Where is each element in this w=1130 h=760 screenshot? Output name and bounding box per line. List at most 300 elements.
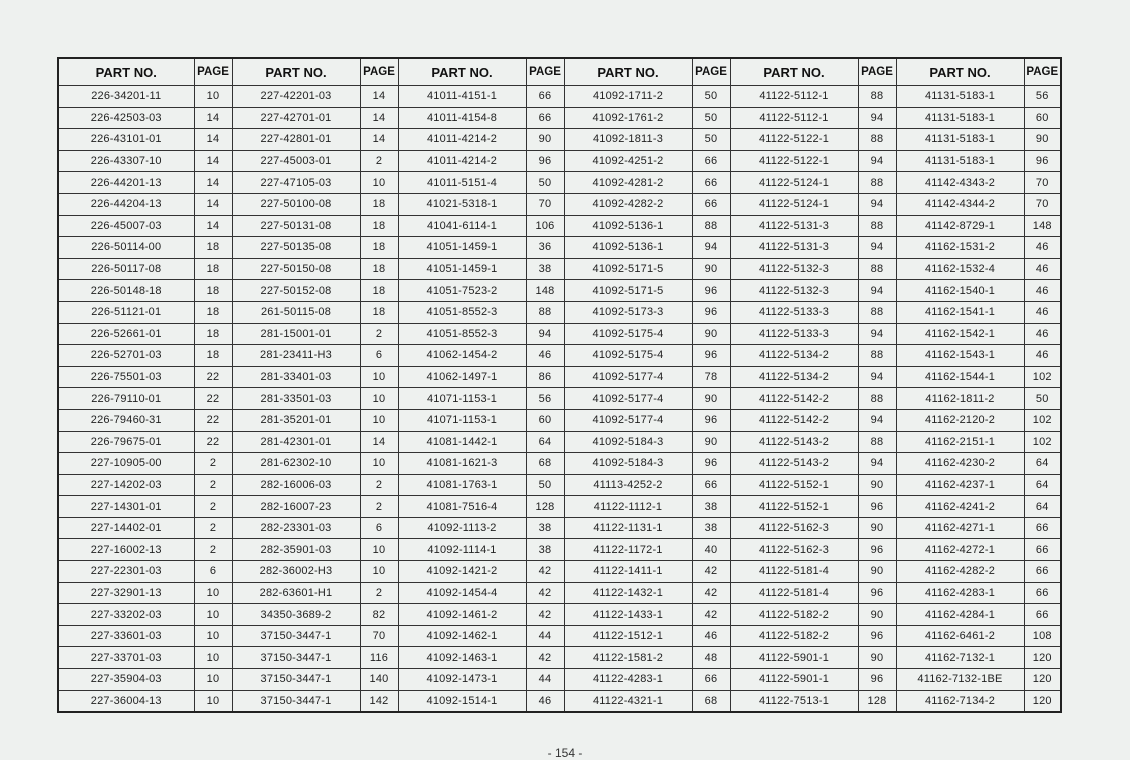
- page-header: PAGE: [692, 58, 730, 86]
- page-number-cell: 18: [194, 280, 232, 302]
- page-number-cell: 94: [858, 409, 896, 431]
- part-number-cell: 41162-4230-2: [896, 453, 1024, 475]
- page-number-cell: 18: [360, 215, 398, 237]
- part-number-cell: 41122-5124-1: [730, 193, 858, 215]
- table-row: [58, 453, 1061, 475]
- part-number-cell: 41092-5177-4: [564, 388, 692, 410]
- part-number-cell: 41162-1540-1: [896, 280, 1024, 302]
- page-number-cell: 102: [1024, 409, 1061, 431]
- page-number-cell: 88: [858, 172, 896, 194]
- part-number-cell: 281-33501-03: [232, 388, 360, 410]
- page-number-cell: 96: [692, 345, 730, 367]
- part-number-cell: 41122-5181-4: [730, 582, 858, 604]
- page-number-cell: 18: [360, 193, 398, 215]
- page-number-cell: 66: [692, 193, 730, 215]
- part-number-cell: 41081-1442-1: [398, 431, 526, 453]
- page-number-cell: 66: [692, 150, 730, 172]
- part-number-cell: 41092-5175-4: [564, 345, 692, 367]
- part-number-cell: 37150-3447-1: [232, 647, 360, 669]
- table-row: [58, 539, 1061, 561]
- page-number-cell: 46: [1024, 258, 1061, 280]
- part-number-cell: 41092-5171-5: [564, 258, 692, 280]
- page-number-cell: 96: [1024, 150, 1061, 172]
- part-number-cell: 41092-1811-3: [564, 129, 692, 151]
- page-number-cell: 66: [1024, 561, 1061, 583]
- page-number-cell: 90: [858, 561, 896, 583]
- part-number-cell: 41122-1131-1: [564, 517, 692, 539]
- part-number-cell: 37150-3447-1: [232, 669, 360, 691]
- page-number-cell: 60: [526, 409, 564, 431]
- page-header: PAGE: [858, 58, 896, 86]
- table-row: [58, 604, 1061, 626]
- table-row: [58, 517, 1061, 539]
- part-number-cell: 282-36002-H3: [232, 561, 360, 583]
- page-number-cell: 14: [360, 129, 398, 151]
- part-number-cell: 41081-1621-3: [398, 453, 526, 475]
- part-number-cell: 227-50135-08: [232, 237, 360, 259]
- page-number-cell: 90: [1024, 129, 1061, 151]
- page-number-cell: 88: [858, 301, 896, 323]
- page-number-cell: 36: [526, 237, 564, 259]
- parts-index-table: [57, 57, 1062, 713]
- part-number-cell: 227-16002-13: [58, 539, 194, 561]
- page-number-cell: 88: [858, 86, 896, 108]
- page-number-cell: 50: [1024, 388, 1061, 410]
- table-row: [58, 172, 1061, 194]
- page-number: - 154 -: [547, 746, 583, 760]
- page-number-cell: 90: [692, 258, 730, 280]
- page-number-cell: 64: [1024, 474, 1061, 496]
- part-number-cell: 227-47105-03: [232, 172, 360, 194]
- table-row: [58, 496, 1061, 518]
- page-number-cell: 2: [360, 474, 398, 496]
- page-number-cell: 18: [194, 301, 232, 323]
- part-number-cell: 41011-4154-8: [398, 107, 526, 129]
- page-number-cell: 86: [526, 366, 564, 388]
- part-number-cell: 41162-2120-2: [896, 409, 1024, 431]
- part-number-cell: 37150-3447-1: [232, 625, 360, 647]
- page-number-cell: 140: [360, 669, 398, 691]
- page-number-cell: 96: [858, 539, 896, 561]
- table-row: [58, 582, 1061, 604]
- page-number-cell: 50: [526, 172, 564, 194]
- part-number-cell: 41092-5171-5: [564, 280, 692, 302]
- page-number-cell: 14: [194, 129, 232, 151]
- page-number-cell: 10: [194, 625, 232, 647]
- page-number-cell: 10: [360, 366, 398, 388]
- page-number-cell: 18: [194, 345, 232, 367]
- part-number-cell: 227-33202-03: [58, 604, 194, 626]
- part-number-cell: 41162-4271-1: [896, 517, 1024, 539]
- part-number-cell: 226-45007-03: [58, 215, 194, 237]
- page-number-cell: 96: [858, 496, 896, 518]
- part-number-cell: 226-50114-00: [58, 237, 194, 259]
- part-number-cell: 226-43307-10: [58, 150, 194, 172]
- part-number-cell: 226-79110-01: [58, 388, 194, 410]
- page-number-cell: 70: [1024, 193, 1061, 215]
- table-row: [58, 690, 1061, 712]
- part-number-cell: 41122-1433-1: [564, 604, 692, 626]
- page-number-cell: 2: [360, 323, 398, 345]
- page-number-cell: 116: [360, 647, 398, 669]
- part-number-cell: 41092-5184-3: [564, 431, 692, 453]
- page-number-cell: 14: [194, 215, 232, 237]
- page-number-cell: 66: [692, 172, 730, 194]
- part-number-cell: 282-35901-03: [232, 539, 360, 561]
- page-number-cell: 2: [360, 150, 398, 172]
- page-number-cell: 50: [692, 107, 730, 129]
- part-number-cell: 41131-5183-1: [896, 86, 1024, 108]
- part-number-cell: 41092-1113-2: [398, 517, 526, 539]
- part-number-cell: 41081-7516-4: [398, 496, 526, 518]
- part-no-header: PART NO.: [232, 58, 360, 86]
- part-number-cell: 41051-7523-2: [398, 280, 526, 302]
- part-number-cell: 41122-4283-1: [564, 669, 692, 691]
- part-number-cell: 227-32901-13: [58, 582, 194, 604]
- table-row: [58, 625, 1061, 647]
- table-header-row: [58, 58, 1061, 86]
- part-number-cell: 226-43101-01: [58, 129, 194, 151]
- part-number-cell: 41162-6461-2: [896, 625, 1024, 647]
- part-number-cell: 226-34201-11: [58, 86, 194, 108]
- part-number-cell: 41071-1153-1: [398, 409, 526, 431]
- table-row: [58, 474, 1061, 496]
- page-number-cell: 90: [526, 129, 564, 151]
- part-number-cell: 41122-5122-1: [730, 129, 858, 151]
- part-number-cell: 41092-1761-2: [564, 107, 692, 129]
- part-no-header: PART NO.: [730, 58, 858, 86]
- table-row: [58, 301, 1061, 323]
- part-number-cell: 41122-5181-4: [730, 561, 858, 583]
- part-number-cell: 41092-5136-1: [564, 237, 692, 259]
- page-number-cell: 2: [194, 453, 232, 475]
- part-number-cell: 227-14301-01: [58, 496, 194, 518]
- page-number-cell: 42: [692, 561, 730, 583]
- part-number-cell: 41092-1114-1: [398, 539, 526, 561]
- page-number-cell: 94: [858, 453, 896, 475]
- part-number-cell: 41092-5177-4: [564, 409, 692, 431]
- part-number-cell: 261-50115-08: [232, 301, 360, 323]
- part-number-cell: 41122-1112-1: [564, 496, 692, 518]
- page-header: PAGE: [1024, 58, 1061, 86]
- part-number-cell: 281-15001-01: [232, 323, 360, 345]
- part-number-cell: 41092-1463-1: [398, 647, 526, 669]
- page-number-cell: 88: [858, 215, 896, 237]
- table-row: [58, 669, 1061, 691]
- table-row: [58, 388, 1061, 410]
- page-number-cell: 108: [1024, 625, 1061, 647]
- table-row: [58, 237, 1061, 259]
- part-number-cell: 41122-5182-2: [730, 625, 858, 647]
- part-number-cell: 227-14402-01: [58, 517, 194, 539]
- part-number-cell: 41122-1581-2: [564, 647, 692, 669]
- part-number-cell: 41122-5162-3: [730, 539, 858, 561]
- page-number-cell: 56: [1024, 86, 1061, 108]
- part-number-cell: 41162-4272-1: [896, 539, 1024, 561]
- part-number-cell: 226-50148-18: [58, 280, 194, 302]
- page-number-cell: 44: [526, 625, 564, 647]
- part-number-cell: 41142-8729-1: [896, 215, 1024, 237]
- page-number-cell: 66: [526, 86, 564, 108]
- page-number-cell: 66: [1024, 517, 1061, 539]
- part-number-cell: 41092-5173-3: [564, 301, 692, 323]
- part-number-cell: 41122-5131-3: [730, 237, 858, 259]
- page-number-cell: 2: [194, 474, 232, 496]
- part-number-cell: 41122-1512-1: [564, 625, 692, 647]
- part-number-cell: 41142-4343-2: [896, 172, 1024, 194]
- page-number-cell: 142: [360, 690, 398, 712]
- part-number-cell: 226-79460-31: [58, 409, 194, 431]
- part-number-cell: 281-35201-01: [232, 409, 360, 431]
- table-row: [58, 647, 1061, 669]
- part-number-cell: 41122-5134-2: [730, 366, 858, 388]
- page-number-cell: 88: [858, 258, 896, 280]
- part-number-cell: 41051-8552-3: [398, 301, 526, 323]
- part-number-cell: 41092-5184-3: [564, 453, 692, 475]
- part-number-cell: 41051-8552-3: [398, 323, 526, 345]
- page-number-cell: 10: [194, 647, 232, 669]
- page-number-cell: 22: [194, 366, 232, 388]
- part-number-cell: 227-42201-03: [232, 86, 360, 108]
- page-number-cell: 88: [526, 301, 564, 323]
- part-number-cell: 41062-1497-1: [398, 366, 526, 388]
- page-number-cell: 38: [526, 539, 564, 561]
- part-number-cell: 227-50131-08: [232, 215, 360, 237]
- part-number-cell: 41122-5152-1: [730, 474, 858, 496]
- page-number-cell: 88: [858, 388, 896, 410]
- part-number-cell: 227-50150-08: [232, 258, 360, 280]
- part-number-cell: 226-52701-03: [58, 345, 194, 367]
- part-number-cell: 41092-4281-2: [564, 172, 692, 194]
- table-row: [58, 561, 1061, 583]
- page-number-cell: 18: [360, 301, 398, 323]
- page-number-cell: 90: [692, 431, 730, 453]
- part-number-cell: 41162-1541-1: [896, 301, 1024, 323]
- part-number-cell: 41011-4214-2: [398, 129, 526, 151]
- page-number-cell: 102: [1024, 366, 1061, 388]
- page-number-cell: 48: [692, 647, 730, 669]
- part-number-cell: 41122-5122-1: [730, 150, 858, 172]
- part-number-cell: 227-33701-03: [58, 647, 194, 669]
- page-number-cell: 128: [526, 496, 564, 518]
- part-number-cell: 41122-5152-1: [730, 496, 858, 518]
- part-number-cell: 41081-1763-1: [398, 474, 526, 496]
- part-number-cell: 41092-5175-4: [564, 323, 692, 345]
- part-number-cell: 41092-4282-2: [564, 193, 692, 215]
- part-number-cell: 41011-5151-4: [398, 172, 526, 194]
- page-number-cell: 90: [858, 604, 896, 626]
- page-number-cell: 14: [360, 107, 398, 129]
- part-number-cell: 41122-4321-1: [564, 690, 692, 712]
- page-number-cell: 128: [858, 690, 896, 712]
- part-number-cell: 281-33401-03: [232, 366, 360, 388]
- page-number-cell: 46: [692, 625, 730, 647]
- part-number-cell: 41162-1531-2: [896, 237, 1024, 259]
- page-number-cell: 66: [526, 107, 564, 129]
- page-number-cell: 120: [1024, 690, 1061, 712]
- page-number-cell: 14: [194, 150, 232, 172]
- part-number-cell: 41162-1543-1: [896, 345, 1024, 367]
- part-number-cell: 41162-1811-2: [896, 388, 1024, 410]
- page-number-cell: 10: [194, 690, 232, 712]
- page-number-cell: 42: [526, 561, 564, 583]
- page-number-cell: 10: [360, 453, 398, 475]
- part-number-cell: 34350-3689-2: [232, 604, 360, 626]
- part-number-cell: 41162-7134-2: [896, 690, 1024, 712]
- part-number-cell: 227-45003-01: [232, 150, 360, 172]
- page-number-cell: 96: [858, 669, 896, 691]
- part-number-cell: 41021-5318-1: [398, 193, 526, 215]
- table-row: [58, 150, 1061, 172]
- table-row: [58, 431, 1061, 453]
- page-number-cell: 10: [194, 604, 232, 626]
- part-number-cell: 41122-5143-2: [730, 453, 858, 475]
- part-number-cell: 41092-1514-1: [398, 690, 526, 712]
- page-number-cell: 10: [360, 172, 398, 194]
- table-row: [58, 193, 1061, 215]
- part-number-cell: 41122-7513-1: [730, 690, 858, 712]
- page-number-cell: 90: [858, 474, 896, 496]
- page-number-cell: 70: [360, 625, 398, 647]
- page-number-cell: 66: [692, 474, 730, 496]
- page-number-cell: 90: [858, 647, 896, 669]
- part-number-cell: 41162-4237-1: [896, 474, 1024, 496]
- page-number-cell: 94: [858, 323, 896, 345]
- part-number-cell: 227-35904-03: [58, 669, 194, 691]
- part-number-cell: 41142-4344-2: [896, 193, 1024, 215]
- page-number-cell: 22: [194, 409, 232, 431]
- page-number-cell: 22: [194, 388, 232, 410]
- part-number-cell: 41162-1544-1: [896, 366, 1024, 388]
- part-number-cell: 41041-6114-1: [398, 215, 526, 237]
- page-number-cell: 46: [1024, 323, 1061, 345]
- page-number-cell: 18: [360, 258, 398, 280]
- page-number-cell: 94: [526, 323, 564, 345]
- page-number-cell: 6: [360, 345, 398, 367]
- part-number-cell: 41092-1473-1: [398, 669, 526, 691]
- part-number-cell: 41092-1454-4: [398, 582, 526, 604]
- part-number-cell: 41092-5177-4: [564, 366, 692, 388]
- part-number-cell: 227-42801-01: [232, 129, 360, 151]
- page-number-cell: 2: [194, 517, 232, 539]
- page-number-cell: 18: [360, 280, 398, 302]
- part-number-cell: 41092-1462-1: [398, 625, 526, 647]
- page-number-cell: 46: [526, 690, 564, 712]
- part-number-cell: 41011-4151-1: [398, 86, 526, 108]
- page-number-cell: 2: [360, 582, 398, 604]
- part-number-cell: 226-51121-01: [58, 301, 194, 323]
- page-number-cell: 46: [526, 345, 564, 367]
- part-number-cell: 41122-1411-1: [564, 561, 692, 583]
- part-number-cell: 282-16007-23: [232, 496, 360, 518]
- table-row: [58, 129, 1061, 151]
- page-number-cell: 6: [194, 561, 232, 583]
- page-number-cell: 50: [526, 474, 564, 496]
- page-number-cell: 90: [692, 388, 730, 410]
- page-number-cell: 10: [360, 388, 398, 410]
- part-number-cell: 41122-5134-2: [730, 345, 858, 367]
- part-number-cell: 41062-1454-2: [398, 345, 526, 367]
- table-row: [58, 86, 1061, 108]
- page-number-cell: 14: [194, 107, 232, 129]
- table-row: [58, 409, 1061, 431]
- page-number-cell: 88: [858, 129, 896, 151]
- part-number-cell: 41131-5183-1: [896, 150, 1024, 172]
- part-number-cell: 41011-4214-2: [398, 150, 526, 172]
- page-number-cell: 96: [858, 582, 896, 604]
- part-number-cell: 41162-4241-2: [896, 496, 1024, 518]
- page-number-cell: 42: [526, 647, 564, 669]
- page-number-cell: 106: [526, 215, 564, 237]
- page-number-cell: 38: [526, 517, 564, 539]
- part-number-cell: 41122-5132-3: [730, 280, 858, 302]
- part-number-cell: 41162-2151-1: [896, 431, 1024, 453]
- page-number-cell: 78: [692, 366, 730, 388]
- table-row: [58, 107, 1061, 129]
- table-row: [58, 345, 1061, 367]
- table-row: [58, 366, 1061, 388]
- page-number-cell: 94: [858, 366, 896, 388]
- part-number-cell: 281-42301-01: [232, 431, 360, 453]
- part-number-cell: 41122-5901-1: [730, 669, 858, 691]
- page-number-cell: 64: [1024, 496, 1061, 518]
- page-header: PAGE: [526, 58, 564, 86]
- part-number-cell: 41122-5901-1: [730, 647, 858, 669]
- part-number-cell: 41122-5143-2: [730, 431, 858, 453]
- part-number-cell: 41092-1421-2: [398, 561, 526, 583]
- page-number-cell: 88: [692, 215, 730, 237]
- page-number-cell: 2: [360, 496, 398, 518]
- part-number-cell: 41113-4252-2: [564, 474, 692, 496]
- page-number-cell: 120: [1024, 647, 1061, 669]
- page-number-cell: 10: [360, 409, 398, 431]
- part-number-cell: 41122-5131-3: [730, 215, 858, 237]
- page-number-cell: 46: [1024, 237, 1061, 259]
- page-number-cell: 46: [1024, 280, 1061, 302]
- page-number-cell: 68: [692, 690, 730, 712]
- page-number-cell: 2: [194, 539, 232, 561]
- page-number-cell: 70: [526, 193, 564, 215]
- part-number-cell: 226-75501-03: [58, 366, 194, 388]
- page-number-cell: 94: [858, 193, 896, 215]
- part-number-cell: 41162-4282-2: [896, 561, 1024, 583]
- part-number-cell: 281-23411-H3: [232, 345, 360, 367]
- part-number-cell: 227-14202-03: [58, 474, 194, 496]
- page-number-cell: 64: [1024, 453, 1061, 475]
- page-number-cell: 88: [858, 345, 896, 367]
- part-number-cell: 227-33601-03: [58, 625, 194, 647]
- page-number-cell: 94: [692, 237, 730, 259]
- part-number-cell: 227-10905-00: [58, 453, 194, 475]
- page-number-cell: 50: [692, 129, 730, 151]
- page-number-cell: 18: [194, 237, 232, 259]
- page-number-cell: 10: [360, 539, 398, 561]
- part-number-cell: 41162-7132-1BE: [896, 669, 1024, 691]
- part-number-cell: 227-50100-08: [232, 193, 360, 215]
- part-number-cell: 41122-1432-1: [564, 582, 692, 604]
- page-number-cell: 68: [526, 453, 564, 475]
- page-number-cell: 46: [1024, 301, 1061, 323]
- part-number-cell: 41122-5182-2: [730, 604, 858, 626]
- page-number-cell: 14: [360, 86, 398, 108]
- page-number-cell: 44: [526, 669, 564, 691]
- page-number-cell: 38: [692, 496, 730, 518]
- table-row: [58, 258, 1061, 280]
- page-number-cell: 38: [692, 517, 730, 539]
- page-number-cell: 14: [194, 193, 232, 215]
- page-number-cell: 14: [360, 431, 398, 453]
- page-number-cell: 18: [194, 258, 232, 280]
